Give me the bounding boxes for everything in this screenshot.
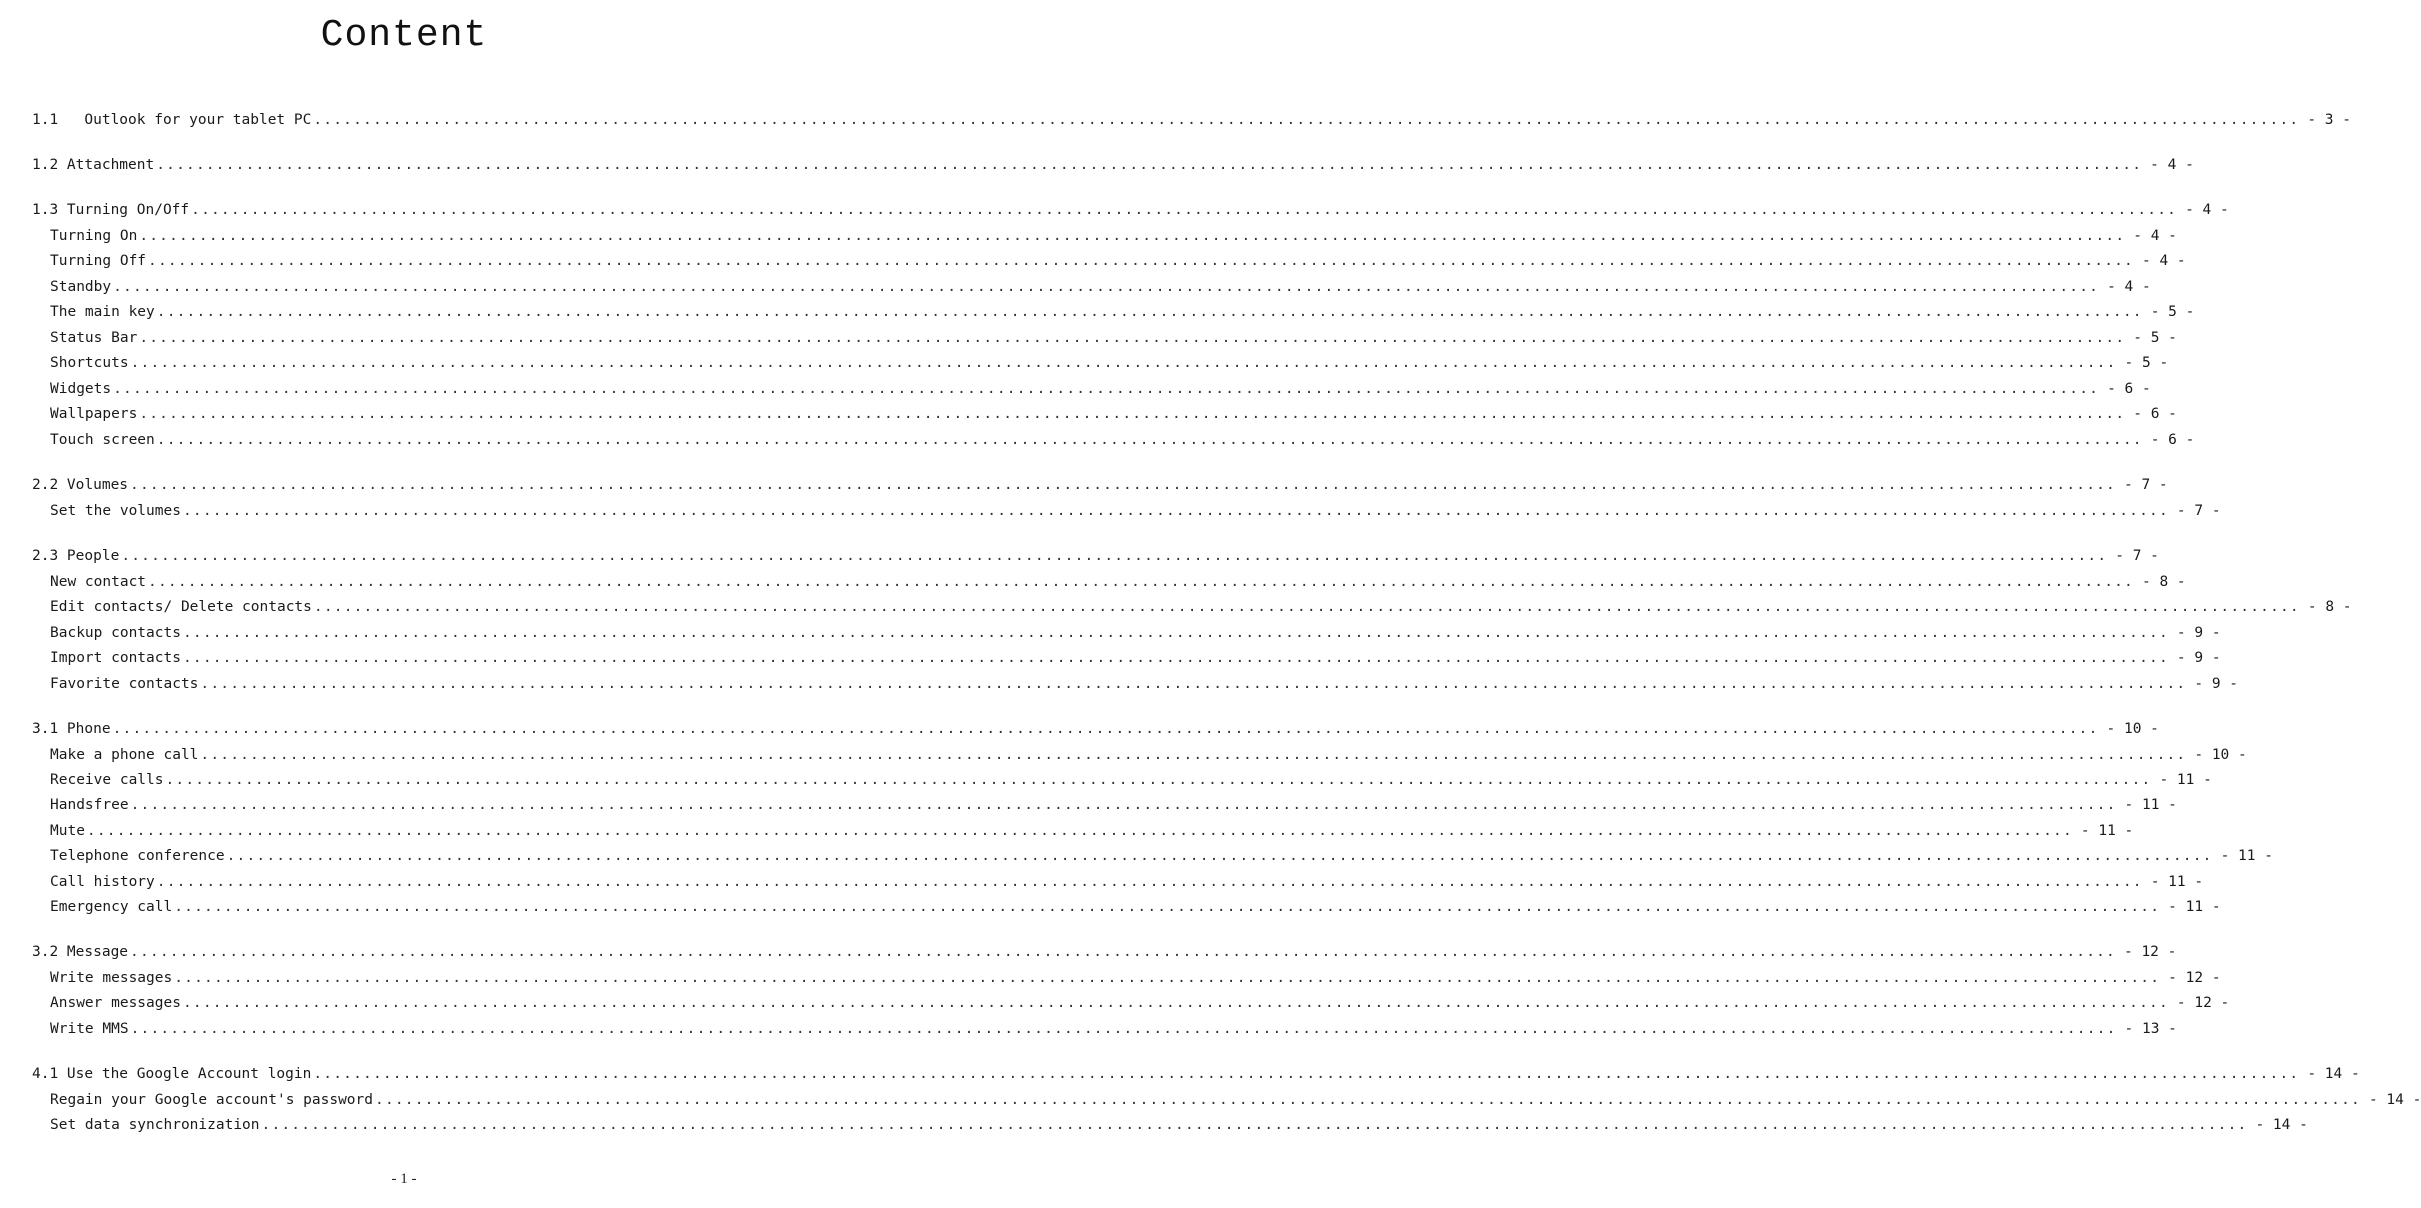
toc-entry[interactable]: [50, 501, 2221, 521]
toc-entry-label: Widgets: [50, 381, 112, 397]
toc-entry-label: 3.2 Message: [32, 944, 129, 960]
leader-dots: ........................................................................................................................................................................................................: [121, 548, 2108, 564]
toc-entry-label: Write messages: [50, 970, 173, 986]
toc-entry-label: 2.3 People: [32, 548, 120, 564]
toc-entry-page: - 11 -: [2159, 772, 2212, 788]
toc-entry-label: Touch screen: [50, 432, 155, 448]
leader-dots: ........................................................................................................................................................................................................: [156, 874, 2143, 890]
toc-entry[interactable]: [50, 277, 2151, 297]
toc-entry-label: The main key: [50, 304, 155, 320]
toc-entry-label: Favorite contacts: [50, 676, 199, 692]
leader-dots: ........................................................................................................................................................................................................: [113, 381, 2100, 397]
toc-entry-label: 2.2 Volumes: [32, 477, 129, 493]
toc-entry[interactable]: [50, 572, 2186, 592]
toc-entry-label: Answer messages: [50, 995, 181, 1011]
toc-entry-page: - 6 -: [2107, 381, 2151, 397]
toc-entry-section[interactable]: [32, 200, 2229, 220]
leader-dots: ........................................................................................................................................................................................................: [191, 202, 2178, 218]
toc-entry[interactable]: [50, 872, 2204, 892]
toc-entry-label: Call history: [50, 874, 155, 890]
toc-entry[interactable]: [50, 648, 2221, 668]
toc-entry[interactable]: [50, 597, 2352, 617]
toc-entry-label: Wallpapers: [50, 406, 138, 422]
toc-entry-label: Edit contacts/ Delete contacts: [50, 599, 312, 615]
toc-entry[interactable]: [50, 226, 2177, 246]
toc-entry-page: - 10 -: [2106, 721, 2159, 737]
leader-dots: ........................................................................................................................................................................................................: [174, 970, 2161, 986]
leader-dots: ........................................................................................................................................................................................................: [156, 432, 2143, 448]
toc-entry-label: Shortcuts: [50, 355, 129, 371]
toc-entry[interactable]: [50, 1019, 2177, 1039]
leader-dots: ........................................................................................................................................................................................................: [156, 157, 2143, 173]
leader-dots: ........................................................................................................................................................................................................: [130, 355, 2117, 371]
toc-entry[interactable]: [50, 846, 2273, 866]
toc-entry[interactable]: [50, 770, 2212, 790]
toc-entry-label: Mute: [50, 823, 85, 839]
leader-dots: ........................................................................................................................................................................................................: [174, 899, 2161, 915]
toc-entry-page: - 11 -: [2220, 848, 2273, 864]
leader-dots: ........................................................................................................................................................................................................: [313, 599, 2300, 615]
leader-dots: ........................................................................................................................................................................................................: [261, 1117, 2248, 1133]
toc-entry-page: - 6 -: [2133, 406, 2177, 422]
toc-entry[interactable]: [50, 353, 2169, 373]
leader-dots: ........................................................................................................................................................................................................: [200, 747, 2187, 763]
toc-entry[interactable]: [50, 821, 2134, 841]
toc-entry-page: - 4 -: [2150, 157, 2194, 173]
leader-dots: ........................................................................................................................................................................................................: [226, 848, 2213, 864]
toc-entry-label: Status Bar: [50, 330, 138, 346]
leader-dots: ........................................................................................................................................................................................................: [148, 574, 2134, 590]
toc-entry-page: - 7 -: [2123, 477, 2168, 493]
leader-dots: ........................................................................................................................................................................................................: [86, 823, 2073, 839]
toc-entry[interactable]: [50, 430, 2195, 450]
toc-entry-label: 1.2 Attachment: [32, 157, 155, 173]
toc-entry-label: Regain your Google account's password: [50, 1092, 374, 1108]
toc-entry-section[interactable]: [32, 546, 2159, 566]
page-title: Content: [320, 14, 488, 57]
toc-entry-page: - 14 -: [2255, 1117, 2308, 1133]
leader-dots: ........................................................................................................................................................................................................: [130, 797, 2117, 813]
toc-entry[interactable]: [50, 623, 2221, 643]
toc-entry-page: - 8 -: [2307, 599, 2352, 615]
leader-dots: ........................................................................................................................................................................................................: [139, 228, 2126, 244]
leader-dots: ........................................................................................................................................................................................................: [156, 304, 2143, 320]
leader-dots: ........................................................................................................................................................................................................: [148, 253, 2134, 269]
toc-entry-page: - 5 -: [2133, 330, 2177, 346]
toc-entry[interactable]: [50, 379, 2151, 399]
toc-entry-label: Set the volumes: [50, 503, 181, 519]
toc-entry-page: - 6 -: [2150, 432, 2195, 448]
toc-entry-section[interactable]: [32, 719, 2159, 739]
toc-entry-page: - 14 -: [2307, 1066, 2360, 1082]
leader-dots: ........................................................................................................................................................................................................: [139, 406, 2126, 422]
toc-entry-page: - 14 -: [2368, 1092, 2421, 1108]
toc-entry[interactable]: [50, 674, 2239, 694]
toc-entry-page: - 5 -: [2124, 355, 2169, 371]
toc-entry-label: Emergency call: [50, 899, 173, 915]
toc-entry-page: - 12 -: [2123, 944, 2177, 960]
toc-entry-label: 1.3 Turning On/Off: [32, 202, 190, 218]
leader-dots: ........................................................................................................................................................................................................: [112, 721, 2099, 737]
toc-entry[interactable]: [50, 404, 2177, 424]
toc-entry-page: - 9 -: [2176, 625, 2221, 641]
toc-entry-label: Set data synchronization: [50, 1117, 260, 1133]
toc-entry-page: - 7 -: [2176, 503, 2221, 519]
toc-entry-label: New contact: [50, 574, 147, 590]
toc-entry-label: Import contacts: [50, 650, 181, 666]
leader-dots: ........................................................................................................................................................................................................: [200, 676, 2187, 692]
toc-entry-page: - 9 -: [2194, 676, 2239, 692]
leader-dots: ........................................................................................................................................................................................................: [313, 1066, 2300, 1082]
toc-entry-section[interactable]: [32, 110, 2351, 130]
toc-entry[interactable]: [50, 1115, 2308, 1135]
toc-entry-page: - 11 -: [2150, 874, 2204, 890]
toc-entry-label: Make a phone call: [50, 747, 199, 763]
leader-dots: ........................................................................................................................................................................................................: [313, 112, 2300, 128]
toc-entry-page: - 12 -: [2168, 970, 2221, 986]
toc-entry-label: Telephone conference: [50, 848, 225, 864]
toc-entry[interactable]: [50, 897, 2221, 917]
toc-entry[interactable]: [50, 745, 2247, 765]
toc-entry-page: - 11 -: [2168, 899, 2221, 915]
leader-dots: ........................................................................................................................................................................................................: [375, 1092, 2361, 1108]
toc-entry-section[interactable]: [32, 155, 2194, 175]
page-number: - 1 -: [391, 1171, 417, 1187]
toc-entry-page: - 4 -: [2107, 279, 2151, 295]
leader-dots: ........................................................................................................................................................................................................: [165, 772, 2152, 788]
toc-entry-page: - 12 -: [2176, 995, 2230, 1011]
leader-dots: ........................................................................................................................................................................................................: [130, 1021, 2117, 1037]
toc-entry-label: 4.1 Use the Google Account login: [32, 1066, 312, 1082]
toc-entry[interactable]: [50, 1090, 2421, 1110]
toc-entry-section[interactable]: [32, 475, 2168, 495]
toc-entry[interactable]: [50, 328, 2177, 348]
toc-entry-label: Write MMS: [50, 1021, 129, 1037]
toc-entry-page: - 5 -: [2150, 304, 2195, 320]
toc-entry-page: - 7 -: [2115, 548, 2159, 564]
toc-entry-page: - 11 -: [2080, 823, 2134, 839]
toc-entry-page: - 4 -: [2141, 253, 2186, 269]
toc-entry-page: - 4 -: [2133, 228, 2177, 244]
toc-entry-label: Receive calls: [50, 772, 164, 788]
leader-dots: ........................................................................................................................................................................................................: [182, 650, 2169, 666]
toc-entry-label: Handsfree: [50, 797, 129, 813]
toc-entry[interactable]: [50, 251, 2186, 271]
leader-dots: ........................................................................................................................................................................................................: [130, 944, 2116, 960]
toc-entry-section[interactable]: [32, 1064, 2360, 1084]
leader-dots: ........................................................................................................................................................................................................: [139, 330, 2126, 346]
leader-dots: ........................................................................................................................................................................................................: [182, 995, 2169, 1011]
leader-dots: ........................................................................................................................................................................................................: [113, 279, 2100, 295]
toc-entry[interactable]: [50, 993, 2230, 1013]
leader-dots: ........................................................................................................................................................................................................: [182, 503, 2169, 519]
toc-entry-page: - 8 -: [2141, 574, 2186, 590]
toc-entry-page: - 9 -: [2176, 650, 2221, 666]
toc-entry-label: Turning Off: [50, 253, 147, 269]
toc-entry-label: 3.1 Phone: [32, 721, 111, 737]
toc-entry-label: Backup contacts: [50, 625, 181, 641]
toc-entry-label: 1.1 Outlook for your tablet PC: [32, 112, 312, 128]
toc-entry[interactable]: [50, 795, 2177, 815]
toc-entry-page: - 13 -: [2124, 1021, 2177, 1037]
toc-entry-page: - 3 -: [2307, 112, 2351, 128]
toc-entry[interactable]: [50, 968, 2221, 988]
toc-entry-page: - 4 -: [2185, 202, 2229, 218]
toc-entry-page: - 11 -: [2124, 797, 2177, 813]
toc-entry-label: Standby: [50, 279, 112, 295]
leader-dots: ........................................................................................................................................................................................................: [130, 477, 2116, 493]
toc-entry-label: Turning On: [50, 228, 138, 244]
leader-dots: ........................................................................................................................................................................................................: [182, 625, 2169, 641]
toc-entry-section[interactable]: [32, 942, 2177, 962]
toc-entry-page: - 10 -: [2194, 747, 2247, 763]
toc-entry[interactable]: [50, 302, 2195, 322]
